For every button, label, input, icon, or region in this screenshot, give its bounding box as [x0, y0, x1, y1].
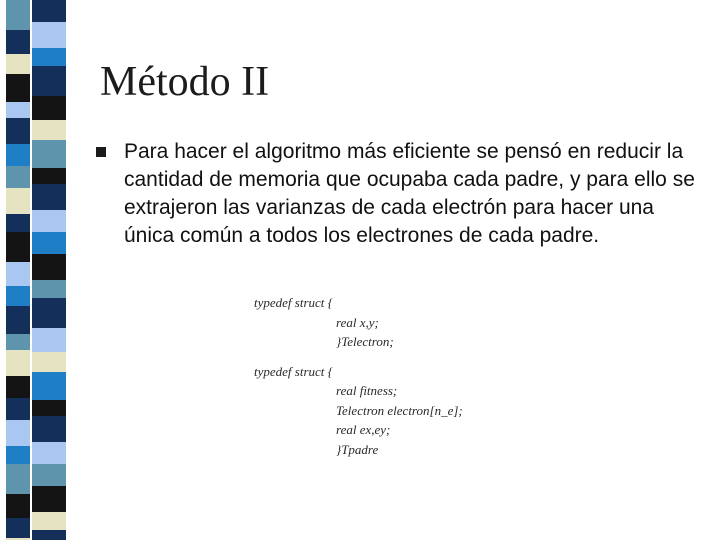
code-line: Telectron electron[n_e]; [336, 402, 463, 418]
decorative-stripe [0, 0, 66, 540]
slide-title: Método II [100, 59, 270, 105]
code-line: real fitness; [336, 383, 398, 398]
code-line: real x,y; [336, 314, 379, 330]
code-line: }Telectron; [336, 334, 394, 349]
code-line: real ex,ey; [336, 422, 391, 437]
code-line: typedef struct { [254, 295, 333, 310]
code-snippet [254, 293, 463, 459]
bullet-square-icon [96, 147, 106, 157]
code-line: }Tpadre [336, 441, 379, 457]
bullet-text: Para hacer el algoritmo más eficiente se pensó en reducir la cantidad de memoria que ocupaba cada padre, y para ello se extrajeron las varianzas de cada electrón para hacer una única común a todos los electrones de cada padre. [124, 140, 695, 247]
code-line: typedef struct { [254, 363, 333, 379]
